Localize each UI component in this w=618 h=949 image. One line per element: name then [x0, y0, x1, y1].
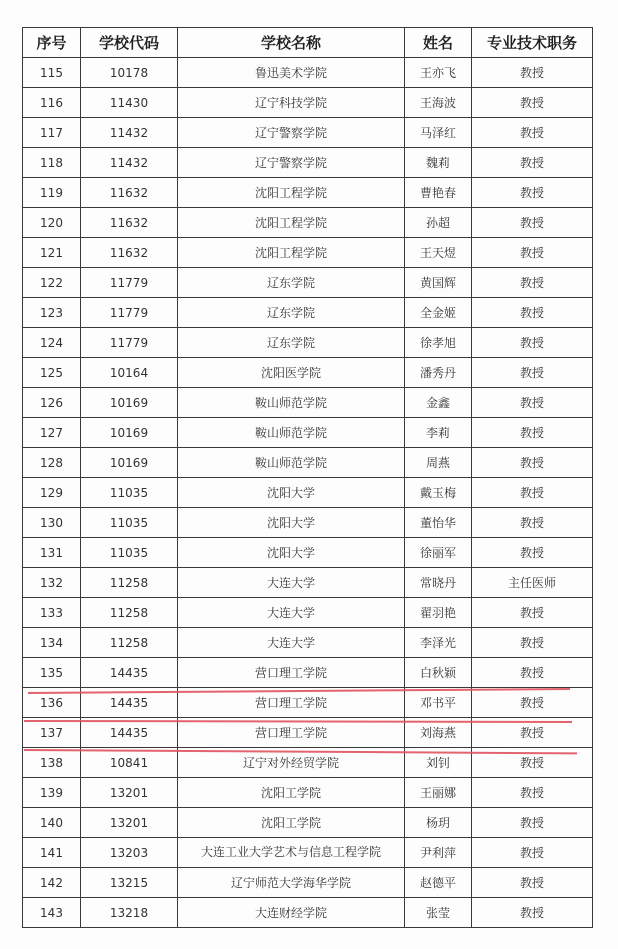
- cell-index: 119: [23, 178, 81, 208]
- cell-school-code: 11258: [81, 628, 178, 658]
- cell-index: 137: [23, 718, 81, 748]
- cell-title: 主任医师: [472, 568, 593, 598]
- table-row: [23, 208, 593, 238]
- cell-index: 129: [23, 478, 81, 508]
- cell-school-name: 沈阳工学院: [178, 808, 405, 838]
- table-header-row: [23, 28, 593, 58]
- cell-title: 教授: [472, 538, 593, 568]
- table-row: [23, 898, 593, 928]
- cell-person-name: 曹艳春: [405, 178, 472, 208]
- cell-title: 教授: [472, 358, 593, 388]
- cell-school-code: 13201: [81, 808, 178, 838]
- cell-school-code: 11258: [81, 598, 178, 628]
- table-row: [23, 508, 593, 538]
- cell-person-name: 白秋颖: [405, 658, 472, 688]
- cell-title: 教授: [472, 448, 593, 478]
- cell-school-name: 沈阳工学院: [178, 778, 405, 808]
- cell-index: 122: [23, 268, 81, 298]
- cell-index: 125: [23, 358, 81, 388]
- cell-school-code: 13201: [81, 778, 178, 808]
- cell-title: 教授: [472, 148, 593, 178]
- cell-school-code: 13218: [81, 898, 178, 928]
- table-row: [23, 448, 593, 478]
- cell-person-name: 赵德平: [405, 868, 472, 898]
- cell-school-code: 11632: [81, 208, 178, 238]
- table-row: [23, 478, 593, 508]
- cell-school-name: 大连大学: [178, 598, 405, 628]
- staff-table: [22, 27, 593, 928]
- table-row: [23, 58, 593, 88]
- cell-school-code: 11035: [81, 478, 178, 508]
- cell-school-code: 11779: [81, 298, 178, 328]
- cell-school-code: 11432: [81, 148, 178, 178]
- cell-school-name: 营口理工学院: [178, 688, 405, 718]
- cell-index: 142: [23, 868, 81, 898]
- cell-person-name: 徐孝旭: [405, 328, 472, 358]
- cell-title: 教授: [472, 868, 593, 898]
- cell-title: 教授: [472, 118, 593, 148]
- cell-index: 116: [23, 88, 81, 118]
- table-row: [23, 238, 593, 268]
- cell-index: 127: [23, 418, 81, 448]
- cell-index: 126: [23, 388, 81, 418]
- cell-person-name: 魏莉: [405, 148, 472, 178]
- cell-school-code: 11035: [81, 508, 178, 538]
- cell-person-name: 王丽娜: [405, 778, 472, 808]
- table-row: [23, 88, 593, 118]
- table-row: [23, 838, 593, 868]
- cell-school-code: 11430: [81, 88, 178, 118]
- cell-person-name: 王海波: [405, 88, 472, 118]
- cell-title: 教授: [472, 838, 593, 868]
- cell-title: 教授: [472, 238, 593, 268]
- cell-school-code: 10169: [81, 448, 178, 478]
- cell-title: 教授: [472, 898, 593, 928]
- cell-title: 教授: [472, 388, 593, 418]
- cell-title: 教授: [472, 178, 593, 208]
- cell-school-code: 11035: [81, 538, 178, 568]
- cell-school-code: 10169: [81, 388, 178, 418]
- table-row: [23, 418, 593, 448]
- cell-school-name: 沈阳医学院: [178, 358, 405, 388]
- cell-person-name: 金鑫: [405, 388, 472, 418]
- cell-school-code: 10178: [81, 58, 178, 88]
- cell-person-name: 潘秀丹: [405, 358, 472, 388]
- cell-title: 教授: [472, 778, 593, 808]
- cell-person-name: 黄国辉: [405, 268, 472, 298]
- cell-index: 140: [23, 808, 81, 838]
- cell-school-name: 辽宁科技学院: [178, 88, 405, 118]
- cell-school-name: 辽宁警察学院: [178, 118, 405, 148]
- cell-school-name: 沈阳工程学院: [178, 208, 405, 238]
- cell-person-name: 王亦飞: [405, 58, 472, 88]
- cell-school-code: 11779: [81, 328, 178, 358]
- cell-school-name: 沈阳工程学院: [178, 238, 405, 268]
- cell-person-name: 邓书平: [405, 688, 472, 718]
- cell-index: 136: [23, 688, 81, 718]
- cell-title: 教授: [472, 658, 593, 688]
- cell-index: 130: [23, 508, 81, 538]
- table-row: [23, 118, 593, 148]
- cell-title: 教授: [472, 298, 593, 328]
- cell-title: 教授: [472, 418, 593, 448]
- header-index: 序号: [23, 28, 81, 58]
- table-row: [23, 388, 593, 418]
- cell-index: 120: [23, 208, 81, 238]
- table-row: [23, 538, 593, 568]
- cell-title: 教授: [472, 328, 593, 358]
- cell-school-name: 大连大学: [178, 628, 405, 658]
- cell-title: 教授: [472, 748, 593, 778]
- cell-school-name: 鞍山师范学院: [178, 388, 405, 418]
- header-person-name: 姓名: [405, 28, 472, 58]
- table-row: [23, 868, 593, 898]
- cell-person-name: 李莉: [405, 418, 472, 448]
- header-school-name: 学校名称: [178, 28, 405, 58]
- cell-school-name: 鲁迅美术学院: [178, 58, 405, 88]
- cell-school-name: 营口理工学院: [178, 718, 405, 748]
- cell-title: 教授: [472, 628, 593, 658]
- cell-school-name: 鞍山师范学院: [178, 418, 405, 448]
- table-row: [23, 268, 593, 298]
- cell-title: 教授: [472, 88, 593, 118]
- cell-title: 教授: [472, 688, 593, 718]
- table-row: [23, 358, 593, 388]
- cell-school-code: 10841: [81, 748, 178, 778]
- cell-title: 教授: [472, 478, 593, 508]
- cell-school-code: 11632: [81, 178, 178, 208]
- cell-index: 143: [23, 898, 81, 928]
- cell-person-name: 李泽光: [405, 628, 472, 658]
- cell-person-name: 孙超: [405, 208, 472, 238]
- cell-school-name: 沈阳大学: [178, 508, 405, 538]
- header-school-code: 学校代码: [81, 28, 178, 58]
- cell-school-name: 沈阳大学: [178, 478, 405, 508]
- table-row: [23, 808, 593, 838]
- cell-index: 139: [23, 778, 81, 808]
- cell-school-name: 沈阳大学: [178, 538, 405, 568]
- table-row: [23, 328, 593, 358]
- cell-school-code: 11258: [81, 568, 178, 598]
- cell-title: 教授: [472, 808, 593, 838]
- table-row: [23, 628, 593, 658]
- cell-person-name: 张莹: [405, 898, 472, 928]
- cell-index: 134: [23, 628, 81, 658]
- cell-school-code: 14435: [81, 658, 178, 688]
- cell-person-name: 戴玉梅: [405, 478, 472, 508]
- cell-school-name: 辽东学院: [178, 298, 405, 328]
- cell-index: 123: [23, 298, 81, 328]
- cell-index: 132: [23, 568, 81, 598]
- cell-index: 124: [23, 328, 81, 358]
- cell-person-name: 翟羽艳: [405, 598, 472, 628]
- cell-title: 教授: [472, 718, 593, 748]
- cell-school-name: 大连大学: [178, 568, 405, 598]
- cell-person-name: 王天煜: [405, 238, 472, 268]
- table-row: [23, 568, 593, 598]
- cell-person-name: 杨玥: [405, 808, 472, 838]
- table-row: [23, 598, 593, 628]
- cell-index: 115: [23, 58, 81, 88]
- cell-index: 131: [23, 538, 81, 568]
- cell-person-name: 刘海燕: [405, 718, 472, 748]
- cell-school-code: 14435: [81, 688, 178, 718]
- cell-index: 118: [23, 148, 81, 178]
- cell-index: 121: [23, 238, 81, 268]
- cell-person-name: 全金姬: [405, 298, 472, 328]
- cell-person-name: 周燕: [405, 448, 472, 478]
- cell-school-name: 辽东学院: [178, 328, 405, 358]
- cell-school-name: 沈阳工程学院: [178, 178, 405, 208]
- cell-index: 128: [23, 448, 81, 478]
- cell-school-code: 13215: [81, 868, 178, 898]
- cell-school-name: 辽宁警察学院: [178, 148, 405, 178]
- cell-person-name: 尹利萍: [405, 838, 472, 868]
- cell-person-name: 马泽红: [405, 118, 472, 148]
- cell-school-code: 10164: [81, 358, 178, 388]
- cell-title: 教授: [472, 58, 593, 88]
- table-row: [23, 178, 593, 208]
- cell-index: 117: [23, 118, 81, 148]
- cell-school-code: 11432: [81, 118, 178, 148]
- cell-school-code: 10169: [81, 418, 178, 448]
- cell-school-code: 11632: [81, 238, 178, 268]
- cell-school-code: 11779: [81, 268, 178, 298]
- cell-title: 教授: [472, 508, 593, 538]
- cell-school-name: 大连财经学院: [178, 898, 405, 928]
- cell-person-name: 徐丽军: [405, 538, 472, 568]
- cell-school-name: 营口理工学院: [178, 658, 405, 688]
- cell-school-name: 辽宁师范大学海华学院: [178, 868, 405, 898]
- table-row: [23, 658, 593, 688]
- table-row: [23, 298, 593, 328]
- cell-person-name: 常晓丹: [405, 568, 472, 598]
- cell-school-name: 辽宁对外经贸学院: [178, 748, 405, 778]
- cell-title: 教授: [472, 598, 593, 628]
- table-row: [23, 778, 593, 808]
- cell-index: 141: [23, 838, 81, 868]
- cell-person-name: 刘钊: [405, 748, 472, 778]
- cell-school-name: 辽东学院: [178, 268, 405, 298]
- cell-school-code: 14435: [81, 718, 178, 748]
- cell-person-name: 董怡华: [405, 508, 472, 538]
- cell-school-code: 13203: [81, 838, 178, 868]
- cell-index: 133: [23, 598, 81, 628]
- cell-index: 138: [23, 748, 81, 778]
- cell-school-name: 大连工业大学艺术与信息工程学院: [178, 838, 405, 868]
- cell-index: 135: [23, 658, 81, 688]
- header-title: 专业技术职务: [472, 28, 593, 58]
- table-row: [23, 148, 593, 178]
- cell-title: 教授: [472, 268, 593, 298]
- cell-title: 教授: [472, 208, 593, 238]
- cell-school-name: 鞍山师范学院: [178, 448, 405, 478]
